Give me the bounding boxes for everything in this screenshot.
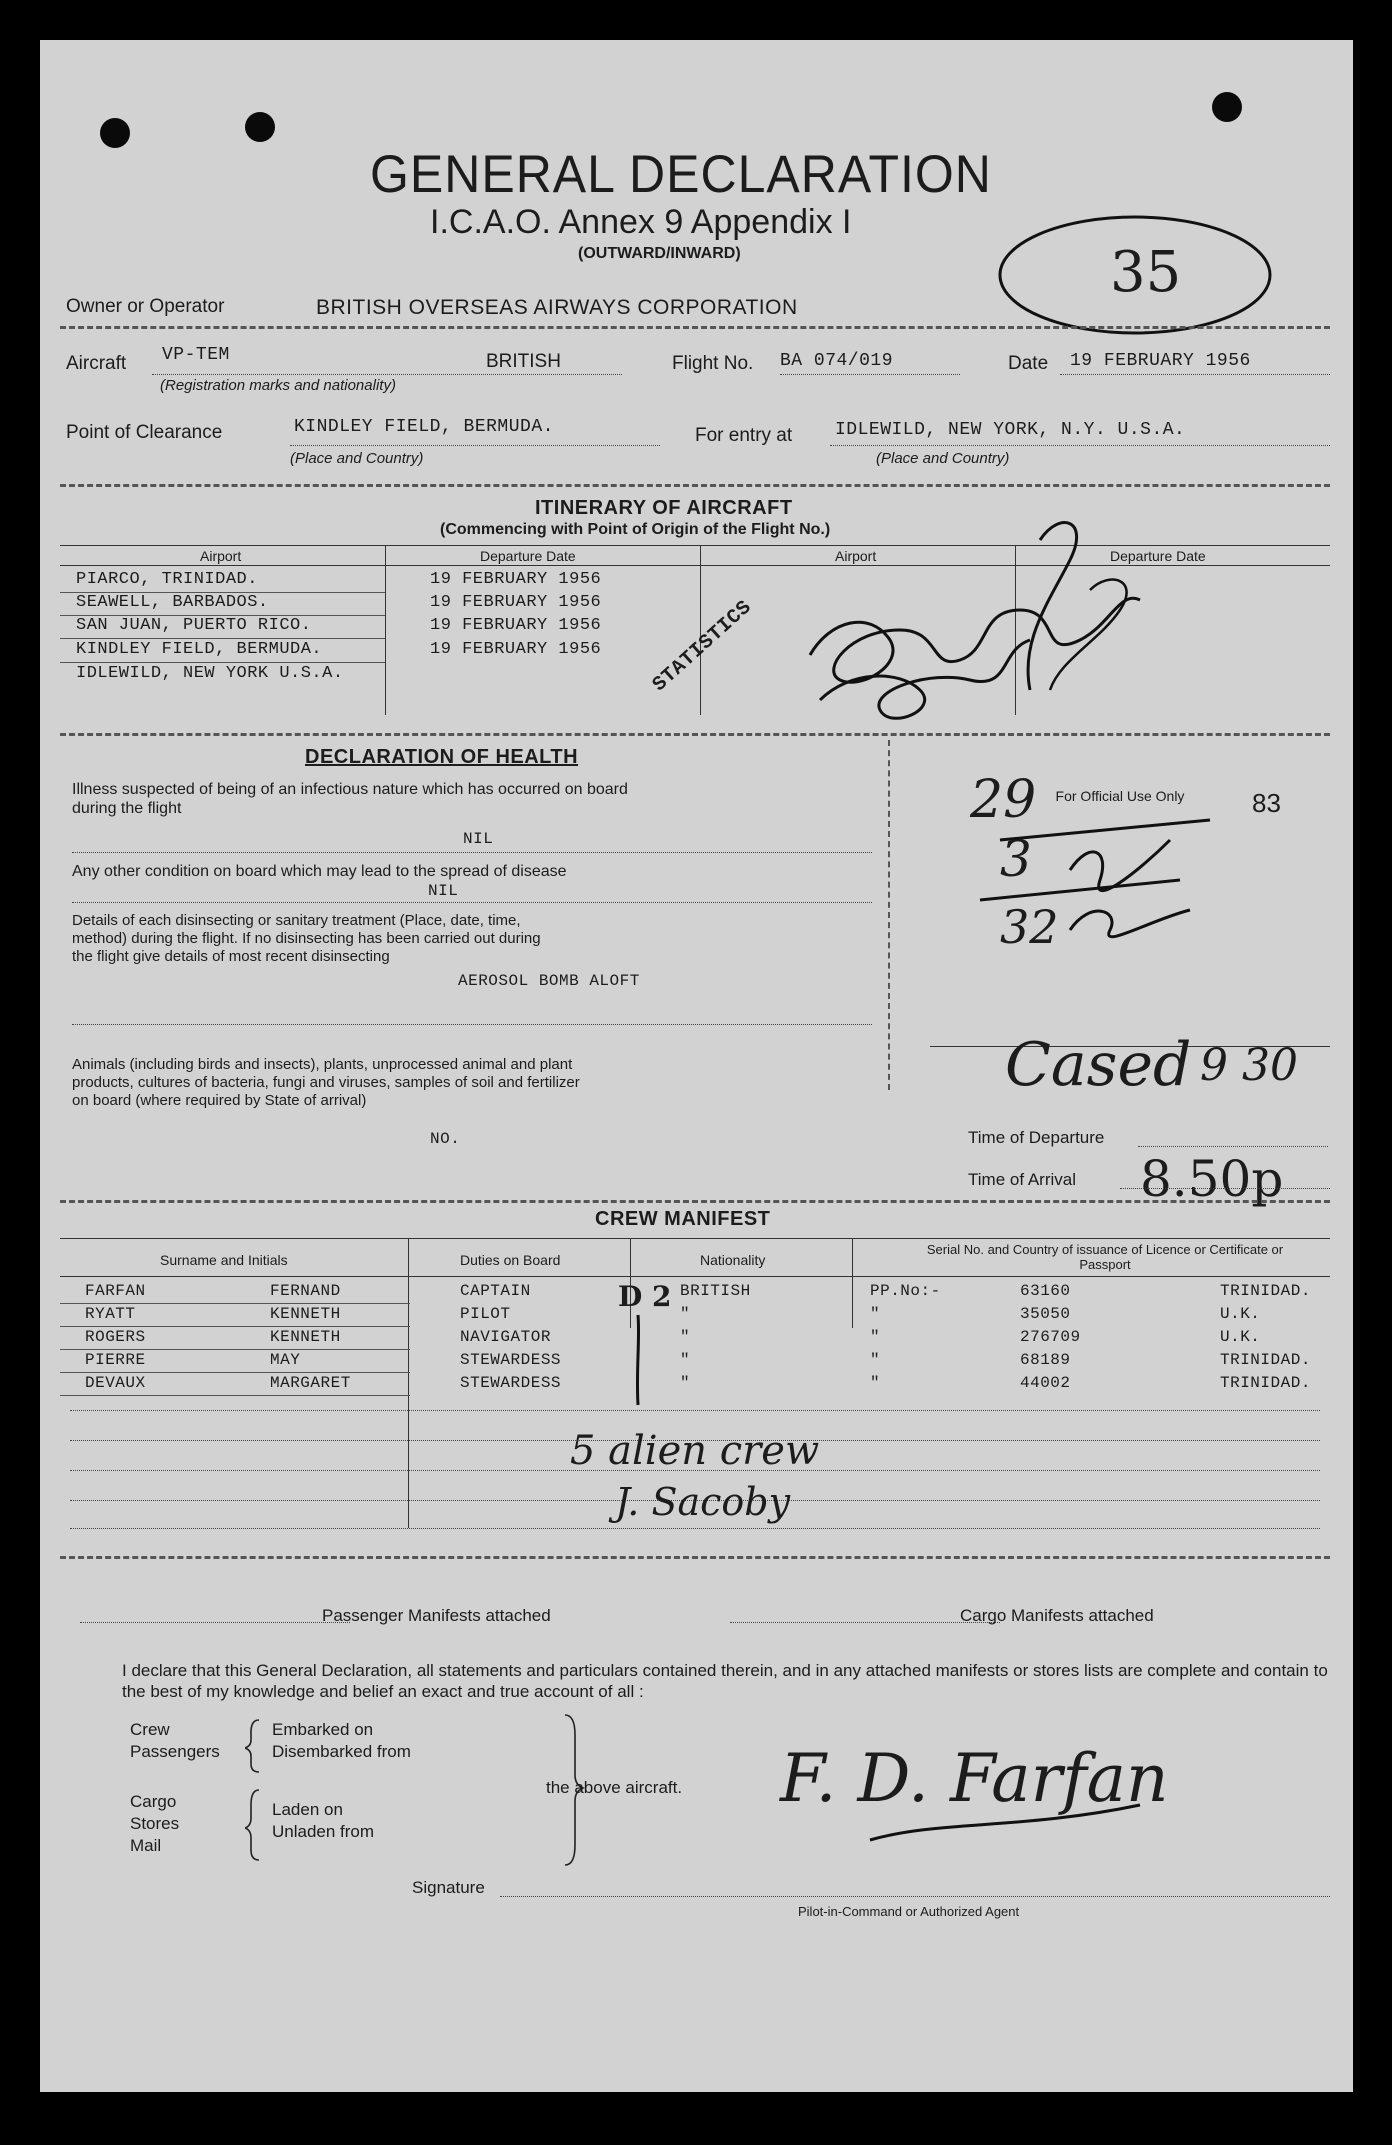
itinerary-col-departure: Departure Date [480, 548, 576, 564]
captain-signature: F. D. Farfan [780, 1740, 1169, 1817]
entry-label: For entry at [695, 425, 793, 446]
punch-hole [1212, 92, 1242, 122]
crew-handwritten-note: 5 alien crew [570, 1428, 820, 1474]
decl-unladen: Unladen from [272, 1822, 375, 1841]
itinerary-subtitle: (Commencing with Point of Origin of the Flight No.) [440, 521, 831, 538]
signature-stroke [860, 1800, 1160, 1860]
health-q4: Animals (including birds and insects), plants, unprocessed animal and plant products, cultures of bacteria, fungi and viruses, samples of soil and fertilizer on board (where required by State of arrival) [72, 1056, 580, 1109]
crew-prefix: " [870, 1351, 881, 1369]
arrival-time: 8.50p [1140, 1150, 1284, 1208]
crew-number: 35050 [1020, 1305, 1071, 1323]
crew-col-licence: Serial No. and Country of issuance of Licence or Certificate or Passport [926, 1242, 1284, 1272]
punch-hole [245, 112, 275, 142]
health-q3: Details of each disinsecting or sanitary treatment (Place, date, time, method) during the flight. If no disinsecting has been carried out during the flight give details of most recent disinsecting [72, 912, 541, 965]
health-a1: NIL [463, 830, 494, 848]
decl-embarked: Embarked on [272, 1720, 374, 1739]
crew-prefix: PP.No:- [870, 1282, 941, 1300]
entry-value: IDLEWILD, NEW YORK, N.Y. U.S.A. [835, 420, 1186, 440]
crew-surname: ROGERS [85, 1328, 146, 1346]
itinerary-date: 19 FEBRUARY 1956 [430, 640, 602, 659]
signature-label: Signature [412, 1878, 485, 1897]
itinerary-airport: SEAWELL, BARBADOS. [76, 593, 269, 612]
crew-nationality: " [680, 1328, 691, 1346]
crew-col-duties: Duties on Board [460, 1252, 561, 1268]
date-label: Date [1008, 353, 1049, 374]
crew-number: 68189 [1020, 1351, 1071, 1369]
punch-hole [100, 118, 130, 148]
crew-col-name: Surname and Initials [160, 1252, 288, 1268]
decl-mail: Mail [130, 1836, 162, 1855]
crew-surname: PIERRE [85, 1351, 146, 1369]
crew-duty: CAPTAIN [460, 1282, 531, 1300]
owner-label: Owner or Operator [66, 296, 225, 317]
crew-initials: MAY [270, 1351, 301, 1369]
crew-duty: PILOT [460, 1305, 511, 1323]
form-subtitle: I.C.A.O. Annex 9 Appendix I [430, 203, 852, 241]
signature-note: Pilot-in-Command or Authorized Agent [798, 1904, 1020, 1919]
itinerary-airport: KINDLEY FIELD, BERMUDA. [76, 640, 323, 659]
health-a3: AEROSOL BOMB ALOFT [458, 972, 640, 990]
crew-duty: NAVIGATOR [460, 1328, 551, 1346]
aircraft-label: Aircraft [66, 353, 127, 374]
crew-country: TRINIDAD. [1220, 1374, 1311, 1392]
crew-nationality: BRITISH [680, 1282, 751, 1300]
official-handwriting-1: 29 [970, 770, 1037, 830]
crew-prefix: " [870, 1305, 881, 1323]
cargo-manifest-label: Cargo Manifests attached [960, 1606, 1154, 1625]
crew-number: 44002 [1020, 1374, 1071, 1392]
health-a4: NO. [430, 1130, 461, 1148]
crew-duty: STEWARDESS [460, 1351, 562, 1369]
flight-date: 19 FEBRUARY 1956 [1070, 351, 1251, 371]
direction-label: (OUTWARD/INWARD) [578, 245, 741, 262]
decl-laden: Laden on [272, 1800, 343, 1819]
decl-braces [245, 1710, 585, 1870]
crew-surname: RYATT [85, 1305, 136, 1323]
flight-number: BA 074/019 [780, 351, 894, 371]
declaration-text: I declare that this General Declaration, all statements and particulars contained therein, and in any attached manifests or stores lists are complete and contain to the best of my knowledge and belief an exact and true account of all : [122, 1661, 1328, 1701]
crew-initials: FERNAND [270, 1282, 341, 1300]
itinerary-col-airport2: Airport [835, 548, 877, 564]
reference-number: 35 [1110, 240, 1182, 305]
official-scribbles [940, 780, 1240, 960]
cleared-handwriting: Cased [1005, 1030, 1192, 1100]
health-q2: Any other condition on board which may lead to the spread of disease [72, 863, 567, 880]
official-handwriting-2: 3 [1000, 830, 1032, 888]
decl-crew: Crew [130, 1720, 170, 1739]
crew-prefix: " [870, 1328, 881, 1346]
registration-note: (Registration marks and nationality) [160, 377, 396, 394]
cleared-time: 9 30 [1200, 1040, 1298, 1091]
crew-country: U.K. [1220, 1328, 1261, 1346]
aircraft-nationality: BRITISH [486, 351, 561, 372]
owner-value: BRITISH OVERSEAS AIRWAYS CORPORATION [316, 296, 798, 319]
departure-label: Time of Departure [968, 1128, 1105, 1147]
crew-country: TRINIDAD. [1220, 1351, 1311, 1369]
declaration-form [40, 40, 1353, 2092]
health-q1: Illness suspected of being of an infectious nature which has occurred on board during the flight [72, 781, 628, 817]
crew-surname: FARFAN [85, 1282, 146, 1300]
clearance-label: Point of Clearance [66, 422, 223, 443]
crew-prefix: " [870, 1374, 881, 1392]
crew-country: U.K. [1220, 1305, 1261, 1323]
entry-note: (Place and Country) [876, 450, 1010, 467]
itinerary-date: 19 FEBRUARY 1956 [430, 593, 602, 612]
clearance-value: KINDLEY FIELD, BERMUDA. [294, 417, 554, 437]
aircraft-registration: VP-TEM [162, 345, 230, 365]
official-handwriting-3: 32 [1000, 900, 1059, 954]
crew-title: CREW MANIFEST [595, 1208, 771, 1230]
crew-number: 276709 [1020, 1328, 1081, 1346]
itinerary-date: 19 FEBRUARY 1956 [430, 616, 602, 635]
health-title: DECLARATION OF HEALTH [305, 746, 579, 768]
decl-disembarked: Disembarked from [272, 1742, 411, 1761]
itinerary-col-airport: Airport [200, 548, 242, 564]
itinerary-title: ITINERARY OF AIRCRAFT [535, 497, 793, 519]
crew-number: 63160 [1020, 1282, 1071, 1300]
statistics-stamp: STATISTICS [648, 596, 757, 697]
crew-surname: DEVAUX [85, 1374, 146, 1392]
official-number: 83 [1252, 788, 1281, 818]
form-title: GENERAL DECLARATION [370, 144, 992, 204]
crew-nationality: " [680, 1374, 691, 1392]
crew-initials: KENNETH [270, 1305, 341, 1323]
decl-stores: Stores [130, 1814, 180, 1833]
passenger-manifest-label: Passenger Manifests attached [322, 1606, 551, 1625]
itinerary-airport: SAN JUAN, PUERTO RICO. [76, 616, 312, 635]
decl-above-aircraft: the above aircraft. [546, 1778, 683, 1797]
crew-handwritten-signature: J. Sacoby [615, 1480, 791, 1524]
handwritten-d2: D 2 [618, 1280, 672, 1313]
crew-initials: MARGARET [270, 1374, 351, 1392]
crew-nationality: " [680, 1305, 691, 1323]
decl-cargo: Cargo [130, 1792, 177, 1811]
crew-initials: KENNETH [270, 1328, 341, 1346]
flight-label: Flight No. [672, 353, 754, 374]
official-use-label: For Official Use Only [1055, 788, 1185, 804]
crew-nationality: " [680, 1351, 691, 1369]
itinerary-airport: PIARCO, TRINIDAD. [76, 570, 258, 589]
crew-duty: STEWARDESS [460, 1374, 562, 1392]
itinerary-airport: IDLEWILD, NEW YORK U.S.A. [76, 664, 344, 683]
crew-col-nationality: Nationality [700, 1252, 766, 1268]
arrival-label: Time of Arrival [968, 1170, 1077, 1189]
health-a2: NIL [428, 882, 459, 900]
itinerary-col-departure2: Departure Date [1110, 548, 1206, 564]
clearance-note: (Place and Country) [290, 450, 424, 467]
crew-country: TRINIDAD. [1220, 1282, 1311, 1300]
itinerary-signature [760, 490, 1180, 750]
decl-passengers: Passengers [130, 1742, 220, 1761]
itinerary-date: 19 FEBRUARY 1956 [430, 570, 602, 589]
crew-bracket-stroke [628, 1310, 648, 1410]
